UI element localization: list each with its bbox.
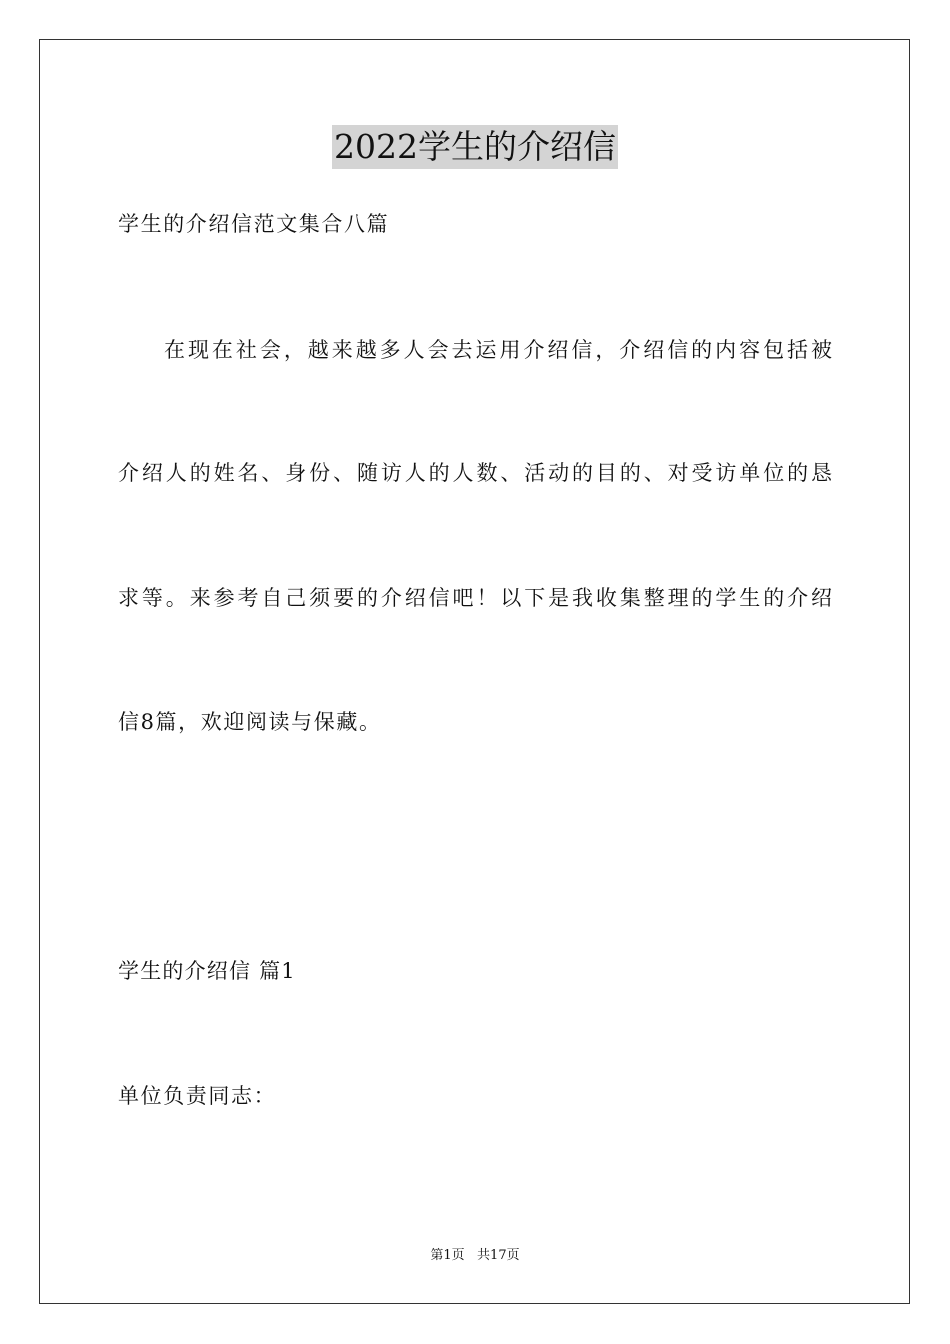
- salutation: 单位负责同志：: [118, 1084, 277, 1108]
- page-number: 第1页 共17页: [430, 1248, 520, 1263]
- intro-line-4: 信8篇，欢迎阅读与保藏。: [118, 710, 382, 734]
- title-container: [0, 125, 950, 169]
- page-footer: [0, 1247, 950, 1265]
- section-heading: 学生的介绍信 篇1: [118, 959, 296, 983]
- document-title: 2022学生的介绍信: [332, 125, 618, 169]
- intro-line-2: 介绍人的姓名、身份、随访人的人数、活动的目的、对受访单位的恳: [118, 461, 832, 485]
- intro-line-3: 求等。来参考自己须要的介绍信吧！以下是我收集整理的学生的介绍: [118, 586, 832, 610]
- intro-line-1: 在现在社会，越来越多人会去运用介绍信，介绍信的内容包括被: [164, 338, 832, 362]
- document-subtitle: 学生的介绍信范文集合八篇: [118, 212, 390, 236]
